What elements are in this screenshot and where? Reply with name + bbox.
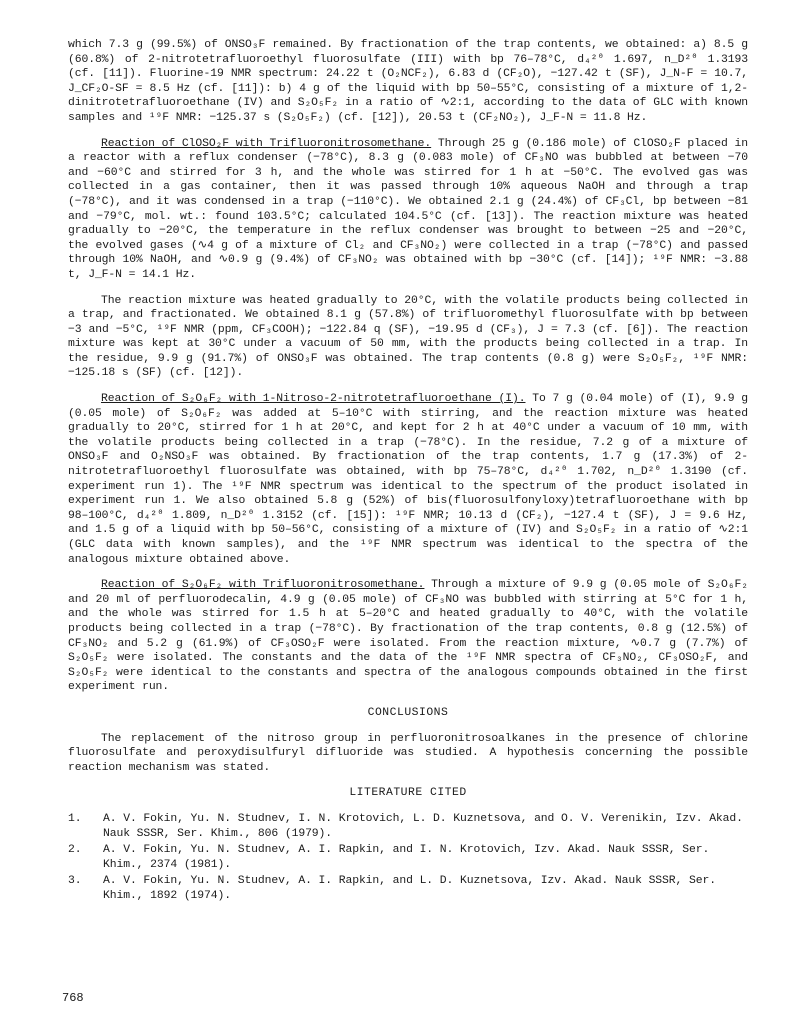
reference-text: A. V. Fokin, Yu. N. Studnev, A. I. Rapkin, and L. D. Kuznetsova, Izv. Akad. Nauk SSSR, Ser. Khim., 1892 (1974). bbox=[103, 875, 716, 902]
paragraph-s2o6f2-cf3no-reaction bbox=[68, 578, 748, 695]
paragraph-text: Through a mixture of 9.9 g (0.05 mole of S₂O₆F₂ and 20 ml of perfluorodecalin, 4.9 g (0.05 mole) of CF₃NO was bubbled with stirring at 5°C for 1 h, and the whole was stirred for 1.5 h at 5–20°C and heated gradually to 40°C, with the volatile products being collected in a trap (−78°C). By fractionation of the trap contents, 0.8 g (12.5%) of CF₃NO₂ and 5.2 g (61.9%) of CF₃OSO₂F were isolated. From the reaction mixture, ∿0.7 g (7.7%) of S₂O₅F₂ were isolated. The constants and the data of the ¹⁹F NMR spectra of CF₃NO₂, CF₃OSO₂F, and S₂O₅F₂ were identical to the constants and spectra of the analogous compounds obtained in the first experiment run. bbox=[68, 579, 748, 694]
paragraph-text: The reaction mixture was heated gradually to 20°C, with the volatile products being collected in a trap, and fractionated. We obtained 8.1 g (57.8%) of trifluoromethyl fluorosulfate with bp between −3 and −5°C, ¹⁹F NMR (ppm, CF₃COOH); −122.84 q (SF), −19.95 d (CF₃), J = 7.3 (cf. [6]). The reaction mixture was kept at 30°C under a vacuum of 50 mm, with the products being collected in a trap. In the residue, 9.9 g (91.7%) of ONSO₃F was obtained. The trap contents (0.8 g) were S₂O₅F₂, ¹⁹F NMR: −125.18 s (SF) (cf. [12]). bbox=[68, 294, 748, 380]
reference-number: 1. bbox=[68, 812, 82, 825]
paragraph-text: Through 25 g (0.186 mole) of ClOSO₂F placed in a reactor with a reflux condenser (−78°C), 8.3 g (0.083 mole) of CF₃NO was bubbled at between −70 and −60°C and stirred for 3 h, and the whole was stirred for 1 h at −50°C. The evolved gas was collected in a gas container, then it was passed through 10% aqueous NaOH and through a trap (−78°C), and it was condensed in a trap (−110°C). We obtained 2.1 g (24.4%) of CF₃Cl, bp between −81 and −79°C, mol. wt.: found 103.5°C; calculated 104.5°C (cf. [13]). The reaction mixture was heated gradually to −20°C, the temperature in the reflux condenser was brought to between −25 and −20°C, the evolved gases (∿4 g of a mixture of Cl₂ and CF₃NO₂) were collected in a trap (−78°C) and passed through 10% NaOH, and ∿0.9 g (9.4%) of CF₃NO₂ was obtained with bp −30°C (cf. [14]); ¹⁹F NMR: −3.88 t, J_F-N = 14.1 Hz. bbox=[68, 137, 748, 281]
paragraph-clooso2f-reaction bbox=[68, 137, 748, 283]
reference-number: 2. bbox=[68, 844, 82, 857]
paragraph-heading: Reaction of ClOSO₂F with Trifluoronitrosomethane. bbox=[101, 137, 432, 150]
paragraph-continuation bbox=[68, 38, 748, 126]
conclusions-text: The replacement of the nitroso group in perfluoronitrosoalkanes in the presence of chlorine fluorosulfate and peroxydisulfuryl difluoride was studied. A hypothesis concerning the possible reaction mechanism was stated. bbox=[68, 732, 748, 774]
paragraph-text: To 7 g (0.04 mole) of (I), 9.9 g (0.05 mole) of S₂O₆F₂ was added at 5–10°C with stirring, and the reaction mixture was heated gradually to 20°C, stirred for 1 h at 20°C, and kept for 2 h at 40°C under a vacuum of 10 mm, with the volatile products being collected in a trap (−78°C). In the residue, 7.2 g of a mixture of ONSO₃F and O₂NSO₃F was obtained. By fractionation of the trap contents, 1.7 g (17.3%) of 2-nitrotetrafluoroethyl fluorosulfate was obtained, with bp 75–78°C, d₄²⁰ 1.702, n_D²⁰ 1.3190 (cf. experiment run 1). The ¹⁹F NMR spectrum was identical to the spectrum of the product isolated in experiment run 1. We also obtained 5.8 g (52%) of bis(fluorosulfonyloxy)tetrafluoroethane with bp 98–100°C, d₄²⁰ 1.809, n_D²⁰ 1.3152 (cf. [15]): ¹⁹F NMR; 10.13 d (CF₂), −127.4 t (SF), J = 9.6 Hz, and 1.5 g of a liquid with bp 50–56°C, consisting of a mixture of (IV) and S₂O₅F₂ in a ratio of ∿2:1 (GLC data with known samples), and the ¹⁹F NMR spectrum was identical to the spectra of the analogous mixture obtained above. bbox=[68, 393, 748, 566]
paragraph-s2o6f2-nitroso-reaction bbox=[68, 392, 748, 567]
document-page bbox=[68, 38, 748, 905]
paragraph-heading: Reaction of S₂O₆F₂ with Trifluoronitrosomethane. bbox=[101, 579, 425, 592]
reference-item bbox=[68, 843, 748, 872]
paragraph-reaction-mixture bbox=[68, 294, 748, 382]
conclusions-heading: CONCLUSIONS bbox=[367, 706, 449, 719]
reference-list bbox=[68, 812, 748, 904]
literature-heading: LITERATURE CITED bbox=[349, 787, 467, 800]
paragraph-heading: Reaction of S₂O₆F₂ with 1-Nitroso-2-nitrotetrafluoroethane (I). bbox=[101, 393, 526, 406]
page-number: 768 bbox=[62, 991, 84, 1005]
reference-text: A. V. Fokin, Yu. N. Studnev, I. N. Krotovich, L. D. Kuznetsova, and O. V. Verenikin, Izv. Akad. Nauk SSSR, Ser. Khim., 806 (1979). bbox=[103, 812, 743, 840]
paragraph-text: which 7.3 g (99.5%) of ONSO₃F remained. By fractionation of the trap contents, we obtained: a) 8.5 g (60.8%) of 2-nitrotetrafluoroethyl fluorosulfate (III) with bp 76–78°C, d₄²⁰ 1.697, n_D²⁰ 1.3193 (cf. [11]). Fluorine-19 NMR spectrum: 24.22 t (O₂NCF₂), 6.83 d (CF₂O), −127.42 t (SF), J_N-F = 10.7, J_CF₂O-SF = 8.5 Hz (cf. [11]): b) 4 g of the liquid with bp 50–55°C, consisting of a mixture of 1,2-dinitrotetrafluoroethane (IV) and S₂O₅F₂ in a ratio of ∿2:1, according to the data of GLC with known samples and ¹⁹F NMR: −125.37 s (S₂O₅F₂) (cf. [12]), 20.53 t (CF₂NO₂), J_F-N = 11.8 Hz. bbox=[68, 39, 748, 124]
reference-text: A. V. Fokin, Yu. N. Studnev, A. I. Rapkin, and I. N. Krotovich, Izv. Akad. Nauk SSSR, Ser. Khim., 2374 (1981). bbox=[103, 844, 710, 871]
reference-item bbox=[68, 874, 748, 903]
reference-number: 3. bbox=[68, 875, 82, 888]
reference-item bbox=[68, 812, 748, 841]
